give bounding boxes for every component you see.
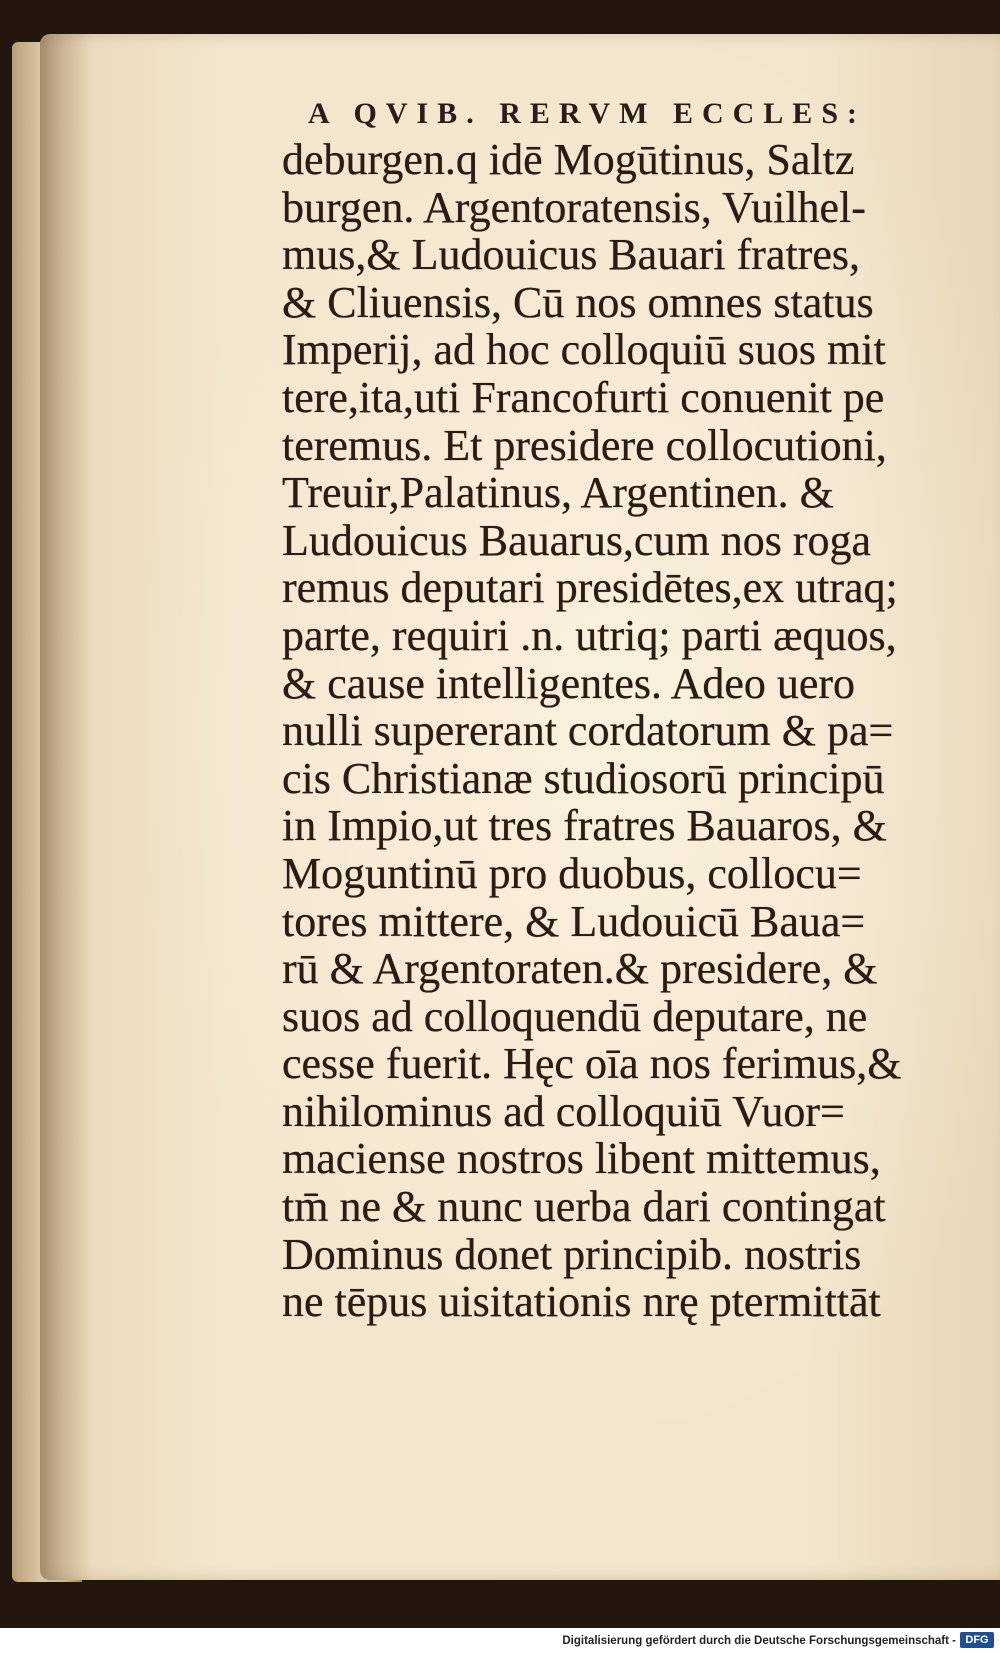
text-line: Treuir,Palatinus, Argentinen. & (282, 468, 834, 518)
text-line: tm̄ ne & nunc uerba dari contingat (282, 1182, 886, 1232)
text-line: burgen. Argentoratensis, Vuilhel- (282, 182, 866, 232)
text-line: rū & Argentoraten.& presidere, & (282, 944, 878, 994)
dfg-logo: DFG (960, 1632, 994, 1648)
gutter-shadow (40, 34, 90, 1580)
text-line: suos ad colloquendū deputare, ne (282, 991, 868, 1041)
text-line: remus deputari presidētes,ex utraq; (282, 563, 898, 613)
text-line: Imperij, ad hoc colloquiū suos mit (282, 325, 886, 375)
text-line: nihilominus ad colloquiū Vuor= (282, 1086, 845, 1136)
text-line: maciense nostros libent mittemus, (282, 1134, 881, 1184)
funding-credit: Digitalisierung gefördert durch die Deutsche Forschungsgemeinschaft - (562, 1635, 956, 1647)
text-line: Moguntinū pro duobus, collocu= (282, 848, 862, 898)
text-line: in Impio,ut tres fratres Bauaros, & (282, 801, 887, 851)
text-line: cis Christianæ studiosorū principū (282, 753, 885, 803)
text-line: teremus. Et presidere collocutioni, (282, 420, 887, 470)
text-line: deburgen.q idē Mogūtinus, Saltz (282, 135, 855, 184)
text-line: ne tēpus uisitationis nrę ptermittāt (282, 1277, 881, 1327)
text-line: mus,& Ludouicus Bauari fratres, (282, 230, 860, 280)
text-line: Dominus donet principib. nostris (282, 1229, 862, 1279)
running-head: A QVIB. RERVM ECCLES: (308, 97, 866, 130)
text-line: cesse fuerit. Hęc oīa nos ferimus,& (282, 1039, 902, 1089)
text-line: & cause intelligentes. Adeo uero (282, 658, 856, 708)
text-line: tere,ita,uti Francofurti conuenit pe (282, 372, 885, 422)
text-line: Ludouicus Bauarus,cum nos roga (282, 515, 871, 565)
text-line: parte, requiri .n. utriq; parti æquos, (282, 610, 897, 660)
text-block (282, 92, 992, 1326)
text-line: & Cliuensis, Cū nos omnes status (282, 277, 874, 327)
text-line: nulli supererant cordatorum & pa= (282, 706, 894, 756)
text-line: tores mittere, & Ludouicū Baua= (282, 896, 866, 946)
